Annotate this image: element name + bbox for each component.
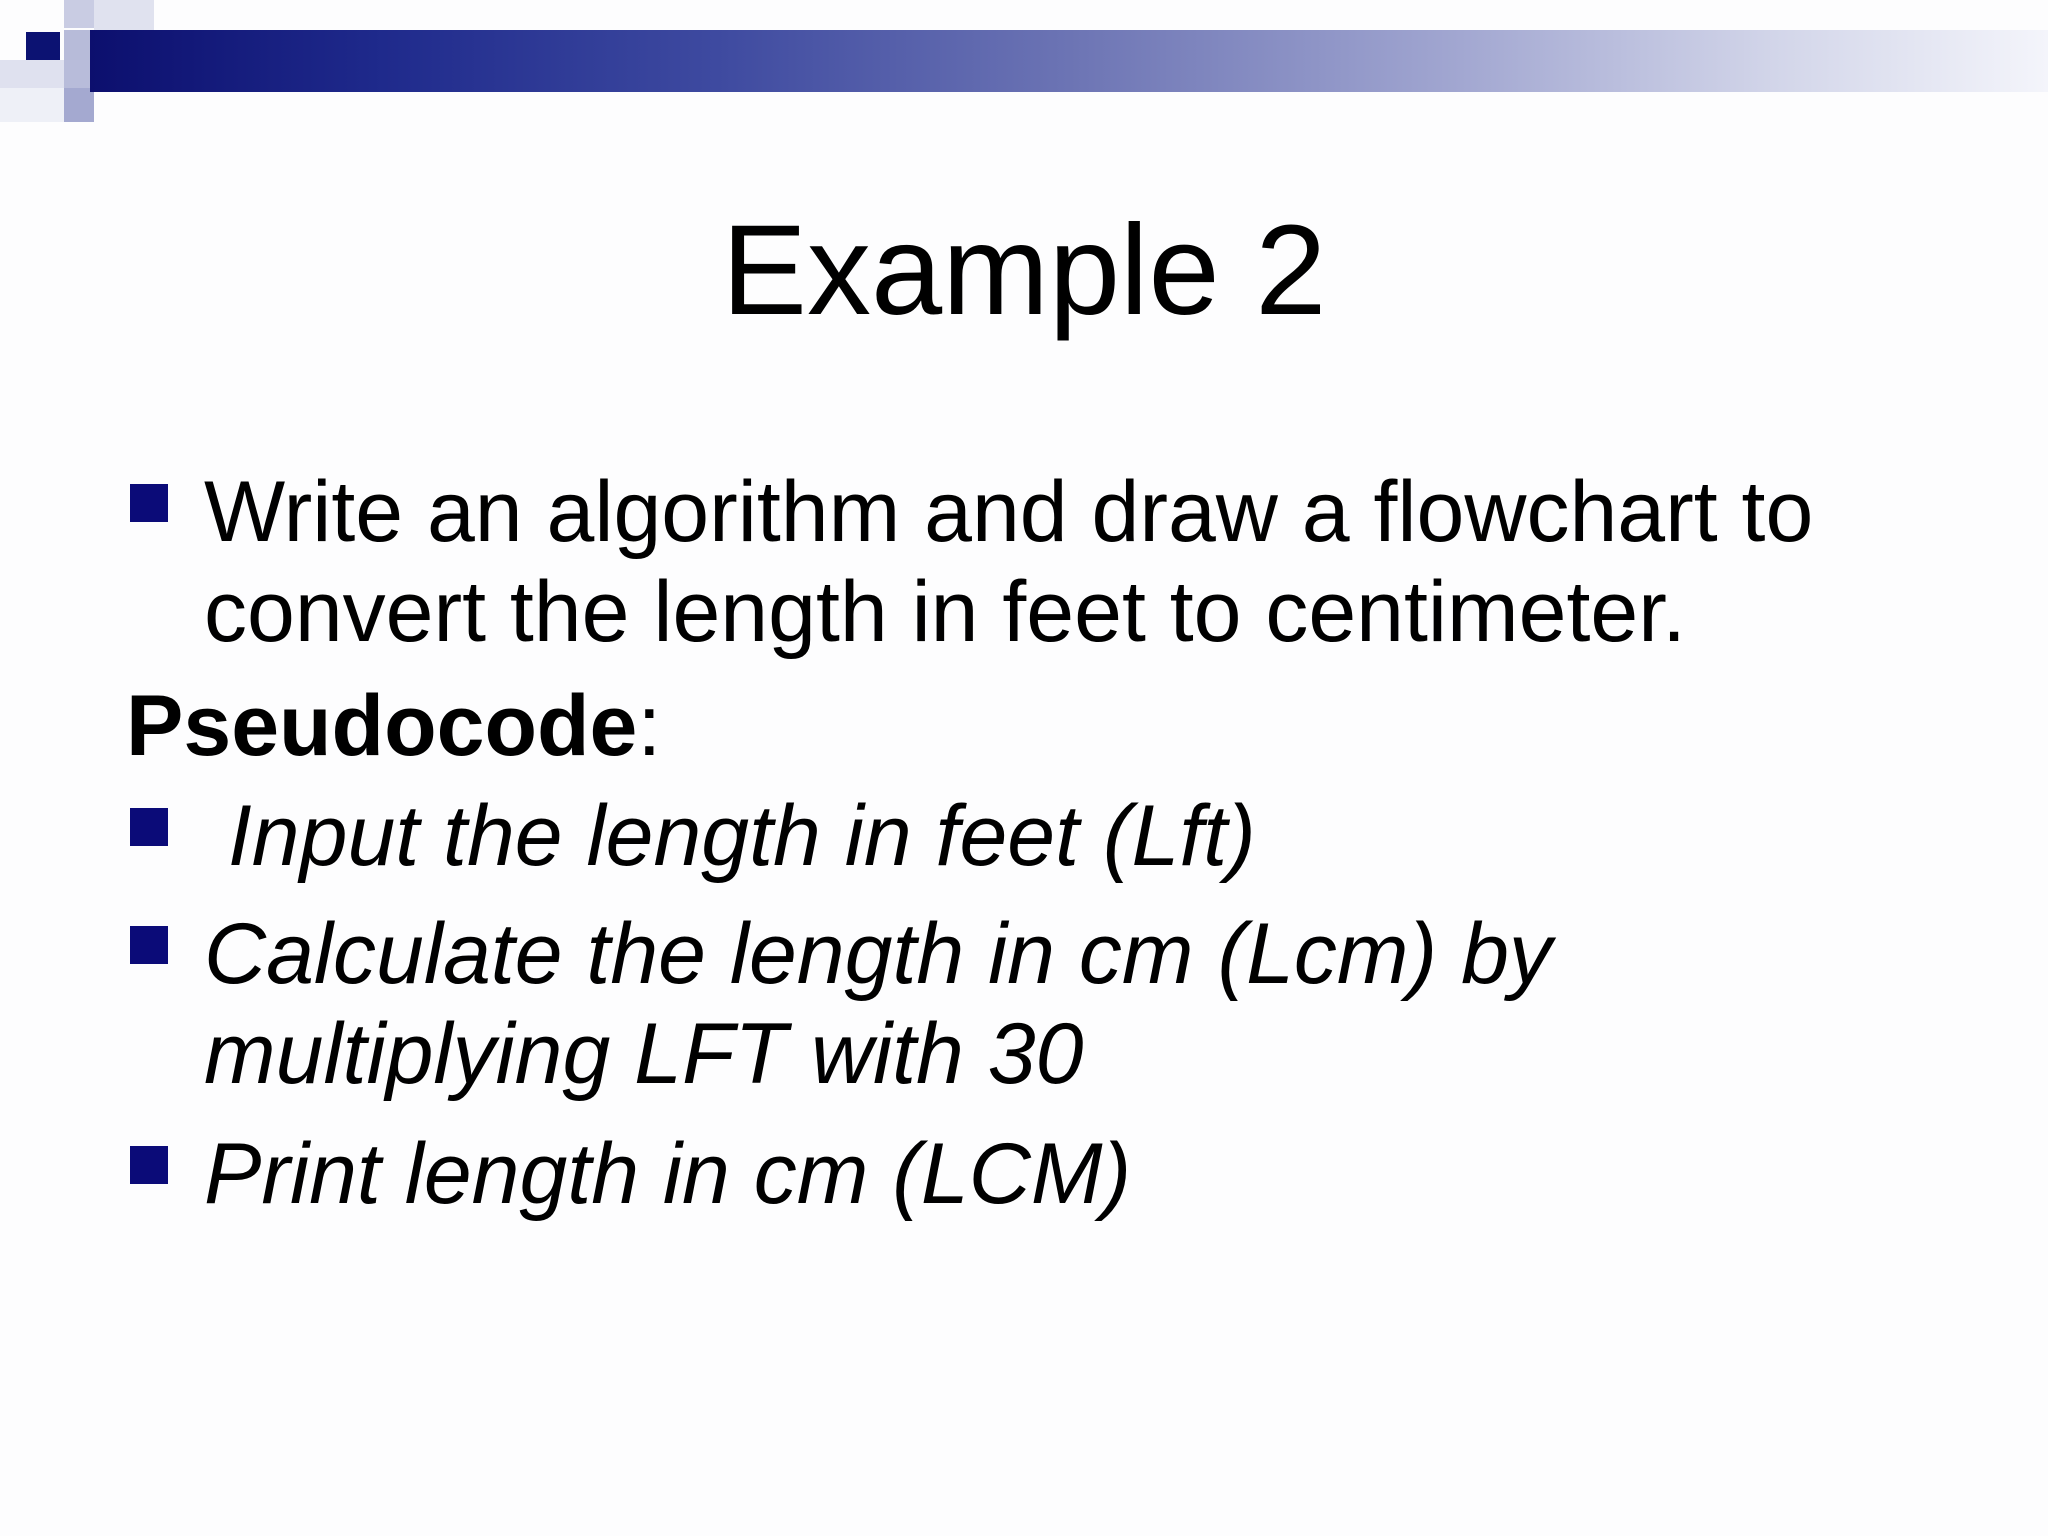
step-item — [126, 1124, 2006, 1224]
step-item — [126, 904, 2006, 1104]
header-gradient-band — [90, 30, 2048, 92]
decor-square — [64, 88, 94, 122]
step-text: Print length in cm (LCM) — [204, 1126, 1132, 1222]
decor-square — [0, 60, 64, 88]
pseudocode-heading — [126, 676, 2006, 776]
pseudocode-label: Pseudocode — [126, 678, 638, 774]
intro-bullet-item — [126, 462, 2006, 662]
intro-line-1: Write an algorithm and draw a flowchart to — [204, 464, 1814, 560]
decor-square — [94, 0, 154, 30]
decor-square — [64, 0, 94, 28]
step-text: Input the length in feet (Lft) — [204, 788, 1256, 884]
square-bullet-icon — [130, 1146, 168, 1184]
square-bullet-icon — [130, 808, 168, 846]
intro-line-2: convert the length in feet to centimeter. — [204, 564, 1686, 660]
decor-square — [0, 88, 64, 122]
slide-body — [126, 462, 2006, 1224]
square-bullet-icon — [130, 926, 168, 964]
slide-title: Example 2 — [721, 199, 1327, 342]
step-text-line-2: multiplying LFT with 30 — [204, 1006, 1084, 1102]
square-bullet-icon — [130, 484, 168, 522]
pseudocode-colon: : — [637, 678, 662, 774]
step-text-line-1: Calculate the length in cm (Lcm) by — [204, 906, 1552, 1002]
step-item — [126, 786, 2006, 886]
